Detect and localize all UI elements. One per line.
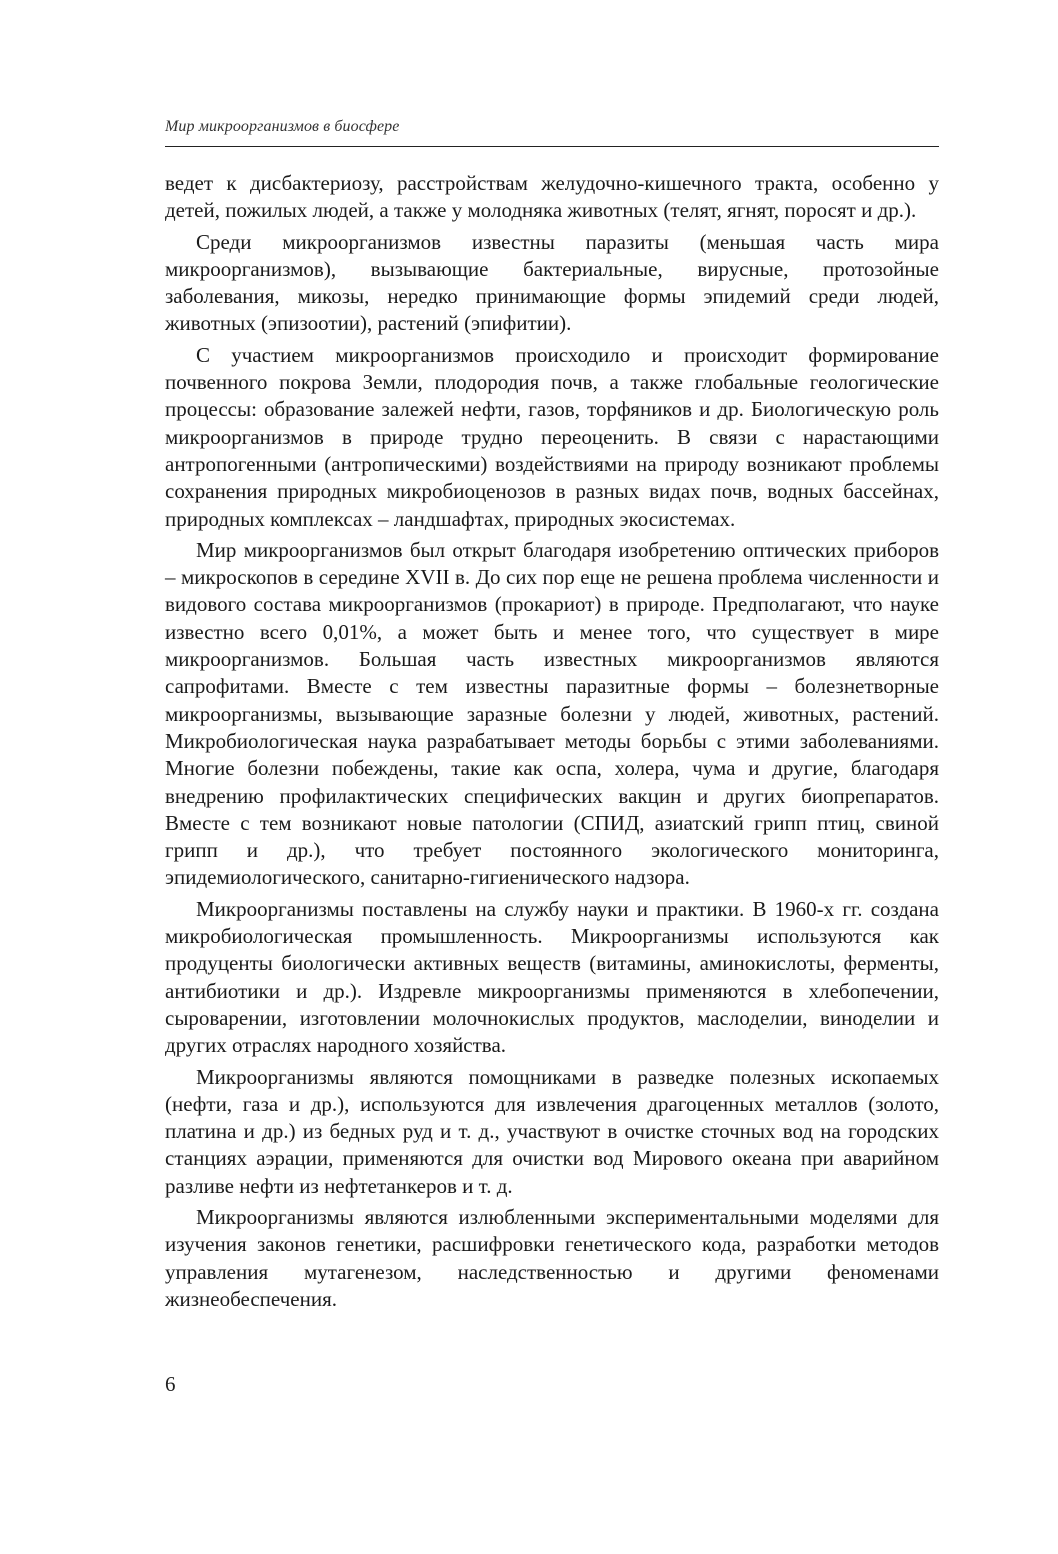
- paragraph-5: Микроорганизмы поставлены на службу науки и практики. В 1960-х гг. создана микробиологическая промышленность. Микроорганизмы используются как продуценты биологически активных веществ (витамины, аминокислоты, ферменты, антибиотики и др.). Издревле микроорганизмы применяются в хлебопечении, сыроварении, изготовлении молочнокислых продуктов, маслоделии, виноделии и других отраслях народного хозяйства.: [165, 896, 939, 1058]
- paragraph-1: ведет к дисбактериозу, расстройствам желудочно-кишечного тракта, особенно у детей, пожилых людей, а также у молодняка животных (телят, ягнят, поросят и др.).: [165, 171, 939, 223]
- body-text: [165, 170, 939, 1317]
- paragraph-3: С участием микроорганизмов происходило и происходит формирование почвенного покрова Земли, плодородия почв, а также глобальные геологические процессы: образование залежей нефти, газов, торфяников и др. Биологическую роль микроорганизмов в природе трудно переоценить. В связи с нарастающими антропогенными (антропическими) воздействиями на природу возникают проблемы сохранения природных микробиоценозов в разных видах почв, водных бассейнах, природных комплексах – ландшафтах, природных экосистемах.: [165, 342, 939, 531]
- paragraph-6: Микроорганизмы являются помощниками в разведке полезных ископаемых (нефти, газа и др.), используются для извлечения драгоценных металлов (золото, платина и др.) из бедных руд и т. д., участвуют в очистке сточных вод на городских станциях аэрации, применяются для очистки вод Мирового океана при аварийном разливе нефти из нефтетанкеров и т. д.: [165, 1064, 939, 1198]
- paragraph-2: Среди микроорганизмов известны паразиты (меньшая часть мира микроорганизмов), вызывающие бактериальные, вирусные, протозойные заболевания, микозы, нередко принимающие формы эпидемий среди людей, животных (эпизоотии), растений (эпифитии).: [165, 229, 939, 336]
- header-rule: [165, 146, 939, 147]
- paragraph-4: Мир микроорганизмов был открыт благодаря изобретению оптических приборов – микроскопов в середине XVII в. До сих пор еще не решена проблема численности и видового состава микроорганизмов (прокариот) в природе. Предполагают, что науке известно всего 0,01%, а может быть и менее того, что существует в мире микроорганизмов. Большая часть известных микроорганизмов являются сапрофитами. Вместе с тем известны паразитные формы – болезнетворные микроорганизмы, вызывающие заразные болезни у людей, животных, растений. Микробиологическая наука разрабатывает методы борьбы с этими заболеваниями. Многие болезни побеждены, такие как оспа, холера, чума и другие, благодаря внедрению профилактических специфических вакцин и других биопрепаратов. Вместе с тем возникают новые патологии (СПИД, азиатский грипп птиц, свиной грипп и др.), что требует постоянного экологического мониторинга, эпидемиологического, санитарно-гигиенического надзора.: [165, 537, 939, 890]
- running-header: Мир микроорганизмов в биосфере: [165, 118, 400, 135]
- page-number: 6: [165, 1372, 176, 1396]
- paragraph-7: Микроорганизмы являются излюбленными экспериментальными моделями для изучения законов генетики, расшифровки генетического кода, разработки методов управления мутагенезом, наследственностью и другими феноменами жизнеобеспечения.: [165, 1204, 939, 1311]
